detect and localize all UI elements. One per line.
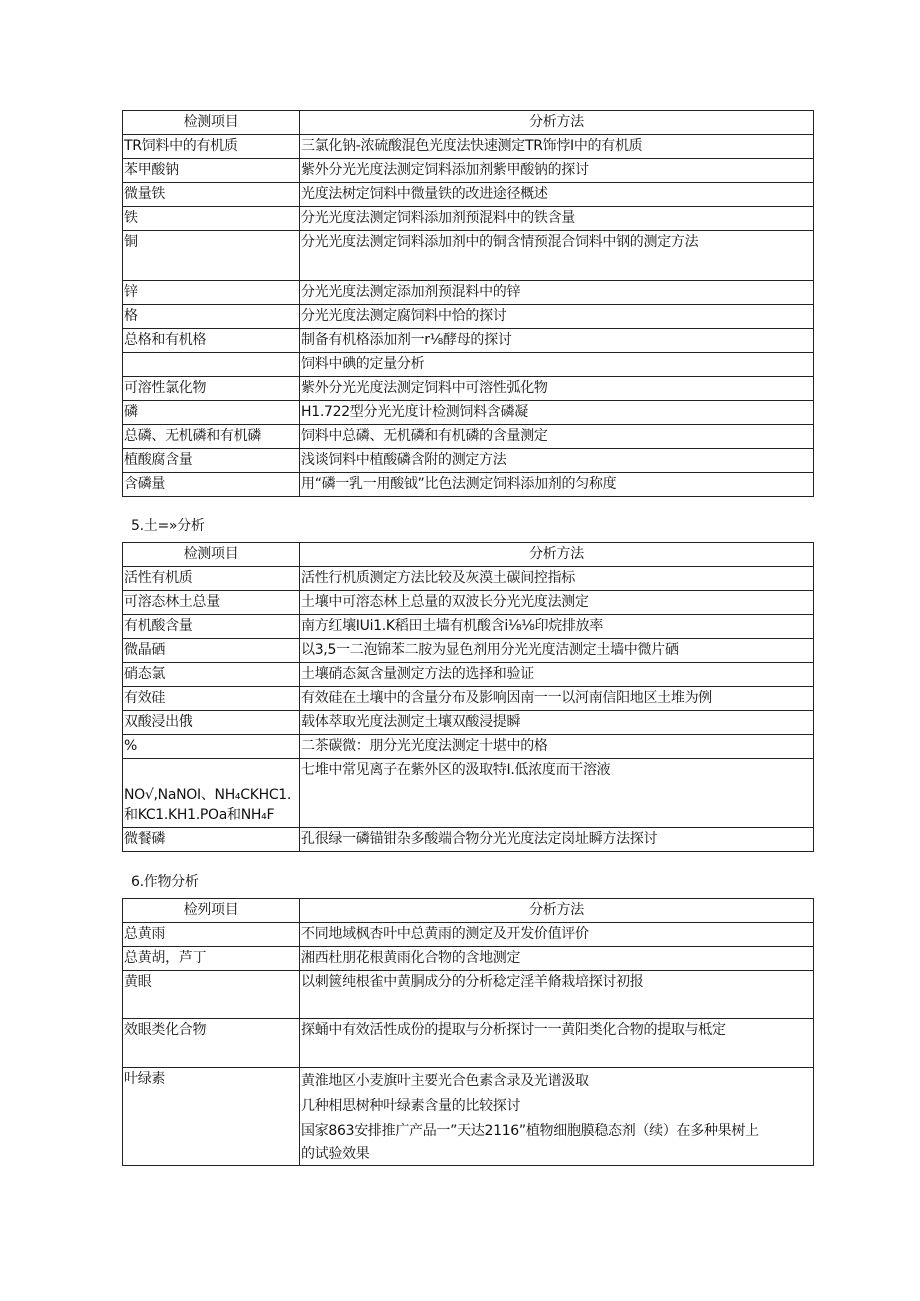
row-item: 双酸浸出俄 xyxy=(123,711,300,735)
row-item: 微晶硒 xyxy=(123,639,300,663)
table-row xyxy=(123,231,814,281)
table-row xyxy=(123,473,814,497)
row-item: 锌 xyxy=(123,281,300,305)
row-item: 总黄雨 xyxy=(123,923,300,947)
header-item: 检测项目 xyxy=(123,111,300,135)
row-item: % xyxy=(123,735,300,759)
row-item: 叶绿素 xyxy=(123,1068,300,1166)
table-row xyxy=(123,567,814,591)
row-item: 活性有机质 xyxy=(123,567,300,591)
row-method: 分光光度法测定添加剂预混料中的锌 xyxy=(300,281,814,305)
row-method: 浅谈饲料中植酸磷含附的测定方法 xyxy=(300,449,814,473)
row-item xyxy=(123,353,300,377)
table-row xyxy=(123,947,814,971)
row-item: 总黄胡，芦丁 xyxy=(123,947,300,971)
row-method: 二茶碳微：朋分光光度法测定十堪中的格 xyxy=(300,735,814,759)
row-method: 活性行机质测定方法比较及灰漠土碳间控指标 xyxy=(300,567,814,591)
row-item: 有效硅 xyxy=(123,687,300,711)
row-item: 黄眼 xyxy=(123,971,300,1019)
table-row xyxy=(123,305,814,329)
feed-analysis-table xyxy=(122,110,814,497)
table-row xyxy=(123,425,814,449)
row-method: 以3,5一二泡锦苯二胺为显色剂用分光光度洁测定土墙中微片硒 xyxy=(300,639,814,663)
row-item-line: 和KC1.KH1.POa和NH₄F xyxy=(124,807,275,823)
row-method: 探蛹中有效活性成份的提取与分析探讨一一黄阳类化合物的提取与柢定 xyxy=(300,1019,814,1068)
row-method: 分光光度法测定饲料添加剂中的铜含情预混合饲料中钢的测定方法 xyxy=(300,231,814,281)
table-header-row xyxy=(123,899,814,923)
table-row xyxy=(123,615,814,639)
header-method: 分析方法 xyxy=(300,111,814,135)
table-row xyxy=(123,711,814,735)
table-row xyxy=(123,759,814,828)
table-row xyxy=(123,1068,814,1166)
section-heading-soil: 5.土=»分析 xyxy=(131,518,205,534)
row-method: 紫外分光光度法测定饲料添加剂紫甲酸钠的探讨 xyxy=(300,159,814,183)
row-item: TR饲料中的有机质 xyxy=(123,135,300,159)
table-row xyxy=(123,377,814,401)
row-method: 分光光度法测定腐饲料中恰的探讨 xyxy=(300,305,814,329)
table-row xyxy=(123,281,814,305)
row-item: 磷 xyxy=(123,401,300,425)
row-item: 苯甲酸钠 xyxy=(123,159,300,183)
row-item xyxy=(123,759,300,828)
table-row xyxy=(123,687,814,711)
crop-analysis-table xyxy=(122,898,814,1166)
table-row xyxy=(123,735,814,759)
row-item: 含磷量 xyxy=(123,473,300,497)
row-item: 植酸腐含量 xyxy=(123,449,300,473)
table-row xyxy=(123,159,814,183)
header-item: 检列项目 xyxy=(123,899,300,923)
row-item: 格 xyxy=(123,305,300,329)
table-row xyxy=(123,923,814,947)
table-row xyxy=(123,591,814,615)
table-header-row xyxy=(123,111,814,135)
soil-analysis-table xyxy=(122,542,814,852)
row-method: 土壤中可溶态林上总量的双波长分光光度法测定 xyxy=(300,591,814,615)
table-row xyxy=(123,401,814,425)
row-method: 有效硅在土壤中的含量分布及影响因南一一以河南信阳地区土堆为例 xyxy=(300,687,814,711)
row-item: 铁 xyxy=(123,207,300,231)
table-row xyxy=(123,639,814,663)
row-method: 制备有机格添加剂一r⅛酵母的探讨 xyxy=(300,329,814,353)
row-item: 硝态氯 xyxy=(123,663,300,687)
row-method: 七堆中常见离子在紫外区的汲取特I.低浓度而干溶液 xyxy=(300,759,814,828)
row-method: 分光光度法测定饲料添加剂预混料中的铁含量 xyxy=(300,207,814,231)
header-method: 分析方法 xyxy=(300,543,814,567)
table-row xyxy=(123,135,814,159)
table-row xyxy=(123,329,814,353)
row-item: 效眼类化合物 xyxy=(123,1019,300,1068)
row-item: 微量铁 xyxy=(123,183,300,207)
row-method-line: 几种相思树种叶绿素含量的比较探讨 xyxy=(301,1098,521,1114)
row-method xyxy=(300,1068,814,1166)
row-item: 可溶态林土总量 xyxy=(123,591,300,615)
row-method: 用“磷一乳一用酸钺”比色法测定饲料添加剂的匀称度 xyxy=(300,473,814,497)
table-row xyxy=(123,663,814,687)
row-method-line: 黄淮地区小麦旗叶主要光合色素含录及光谱汲取 xyxy=(301,1073,589,1089)
table-header-row xyxy=(123,543,814,567)
section-heading-crop: 6.作物分析 xyxy=(131,874,199,890)
row-method: 以刺篋纯根雀中黄胴成分的分析稔定淫羊脩栽培探讨初报 xyxy=(300,971,814,1019)
row-method: 湘西杜朋花根黄雨化合物的含地测定 xyxy=(300,947,814,971)
row-item: 微餐磷 xyxy=(123,828,300,852)
row-item-line: NO√,NaNOI、NH₄CKHC1. xyxy=(124,787,292,803)
row-item: 总磷、无机磷和有机磷 xyxy=(123,425,300,449)
row-method: 载体萃取光度法测定土壤双酸浸提瞬 xyxy=(300,711,814,735)
row-method: 南方红壤IUi1.K稻田土墙有机酸含i⅛⅛印烷排放率 xyxy=(300,615,814,639)
table-row xyxy=(123,183,814,207)
table-row xyxy=(123,353,814,377)
table-row xyxy=(123,971,814,1019)
table-row xyxy=(123,207,814,231)
row-method: 紫外分光光度法测定饲料中可溶性弧化物 xyxy=(300,377,814,401)
row-item: 有机酸含量 xyxy=(123,615,300,639)
table-row xyxy=(123,449,814,473)
header-item: 检测项目 xyxy=(123,543,300,567)
row-method: 孔很绿一磷锚钳杂多酸端合物分光光度法定岗址瞬方法探讨 xyxy=(300,828,814,852)
row-method: 三氯化钠-浓硫酸混色光度法快速测定TR饰悖I中的有机质 xyxy=(300,135,814,159)
row-item: 铜 xyxy=(123,231,300,281)
row-item: 可溶性氯化物 xyxy=(123,377,300,401)
row-item: 总格和有机格 xyxy=(123,329,300,353)
row-method: 光度法树定饲料中微量铁的改进途径概述 xyxy=(300,183,814,207)
row-method-line: 的试验效果 xyxy=(301,1146,370,1162)
row-method: 不同地域枫杏叶中总黄雨的测定及开发价值评价 xyxy=(300,923,814,947)
row-method: 饲料中总磷、无机磷和有机磷的含量测定 xyxy=(300,425,814,449)
row-method: H1.722型分光光度计检测饲料含磷凝 xyxy=(300,401,814,425)
row-method: 饲料中碘的定量分析 xyxy=(300,353,814,377)
table-row xyxy=(123,1019,814,1068)
row-method: 土壤硝态氮含量测定方法的选择和验证 xyxy=(300,663,814,687)
table-row xyxy=(123,828,814,852)
header-method: 分析方法 xyxy=(300,899,814,923)
row-method-line: 国家863安排推广产品一”天达2116”植物细胞膜稳态剂（续）在多种果树上 xyxy=(301,1123,759,1139)
